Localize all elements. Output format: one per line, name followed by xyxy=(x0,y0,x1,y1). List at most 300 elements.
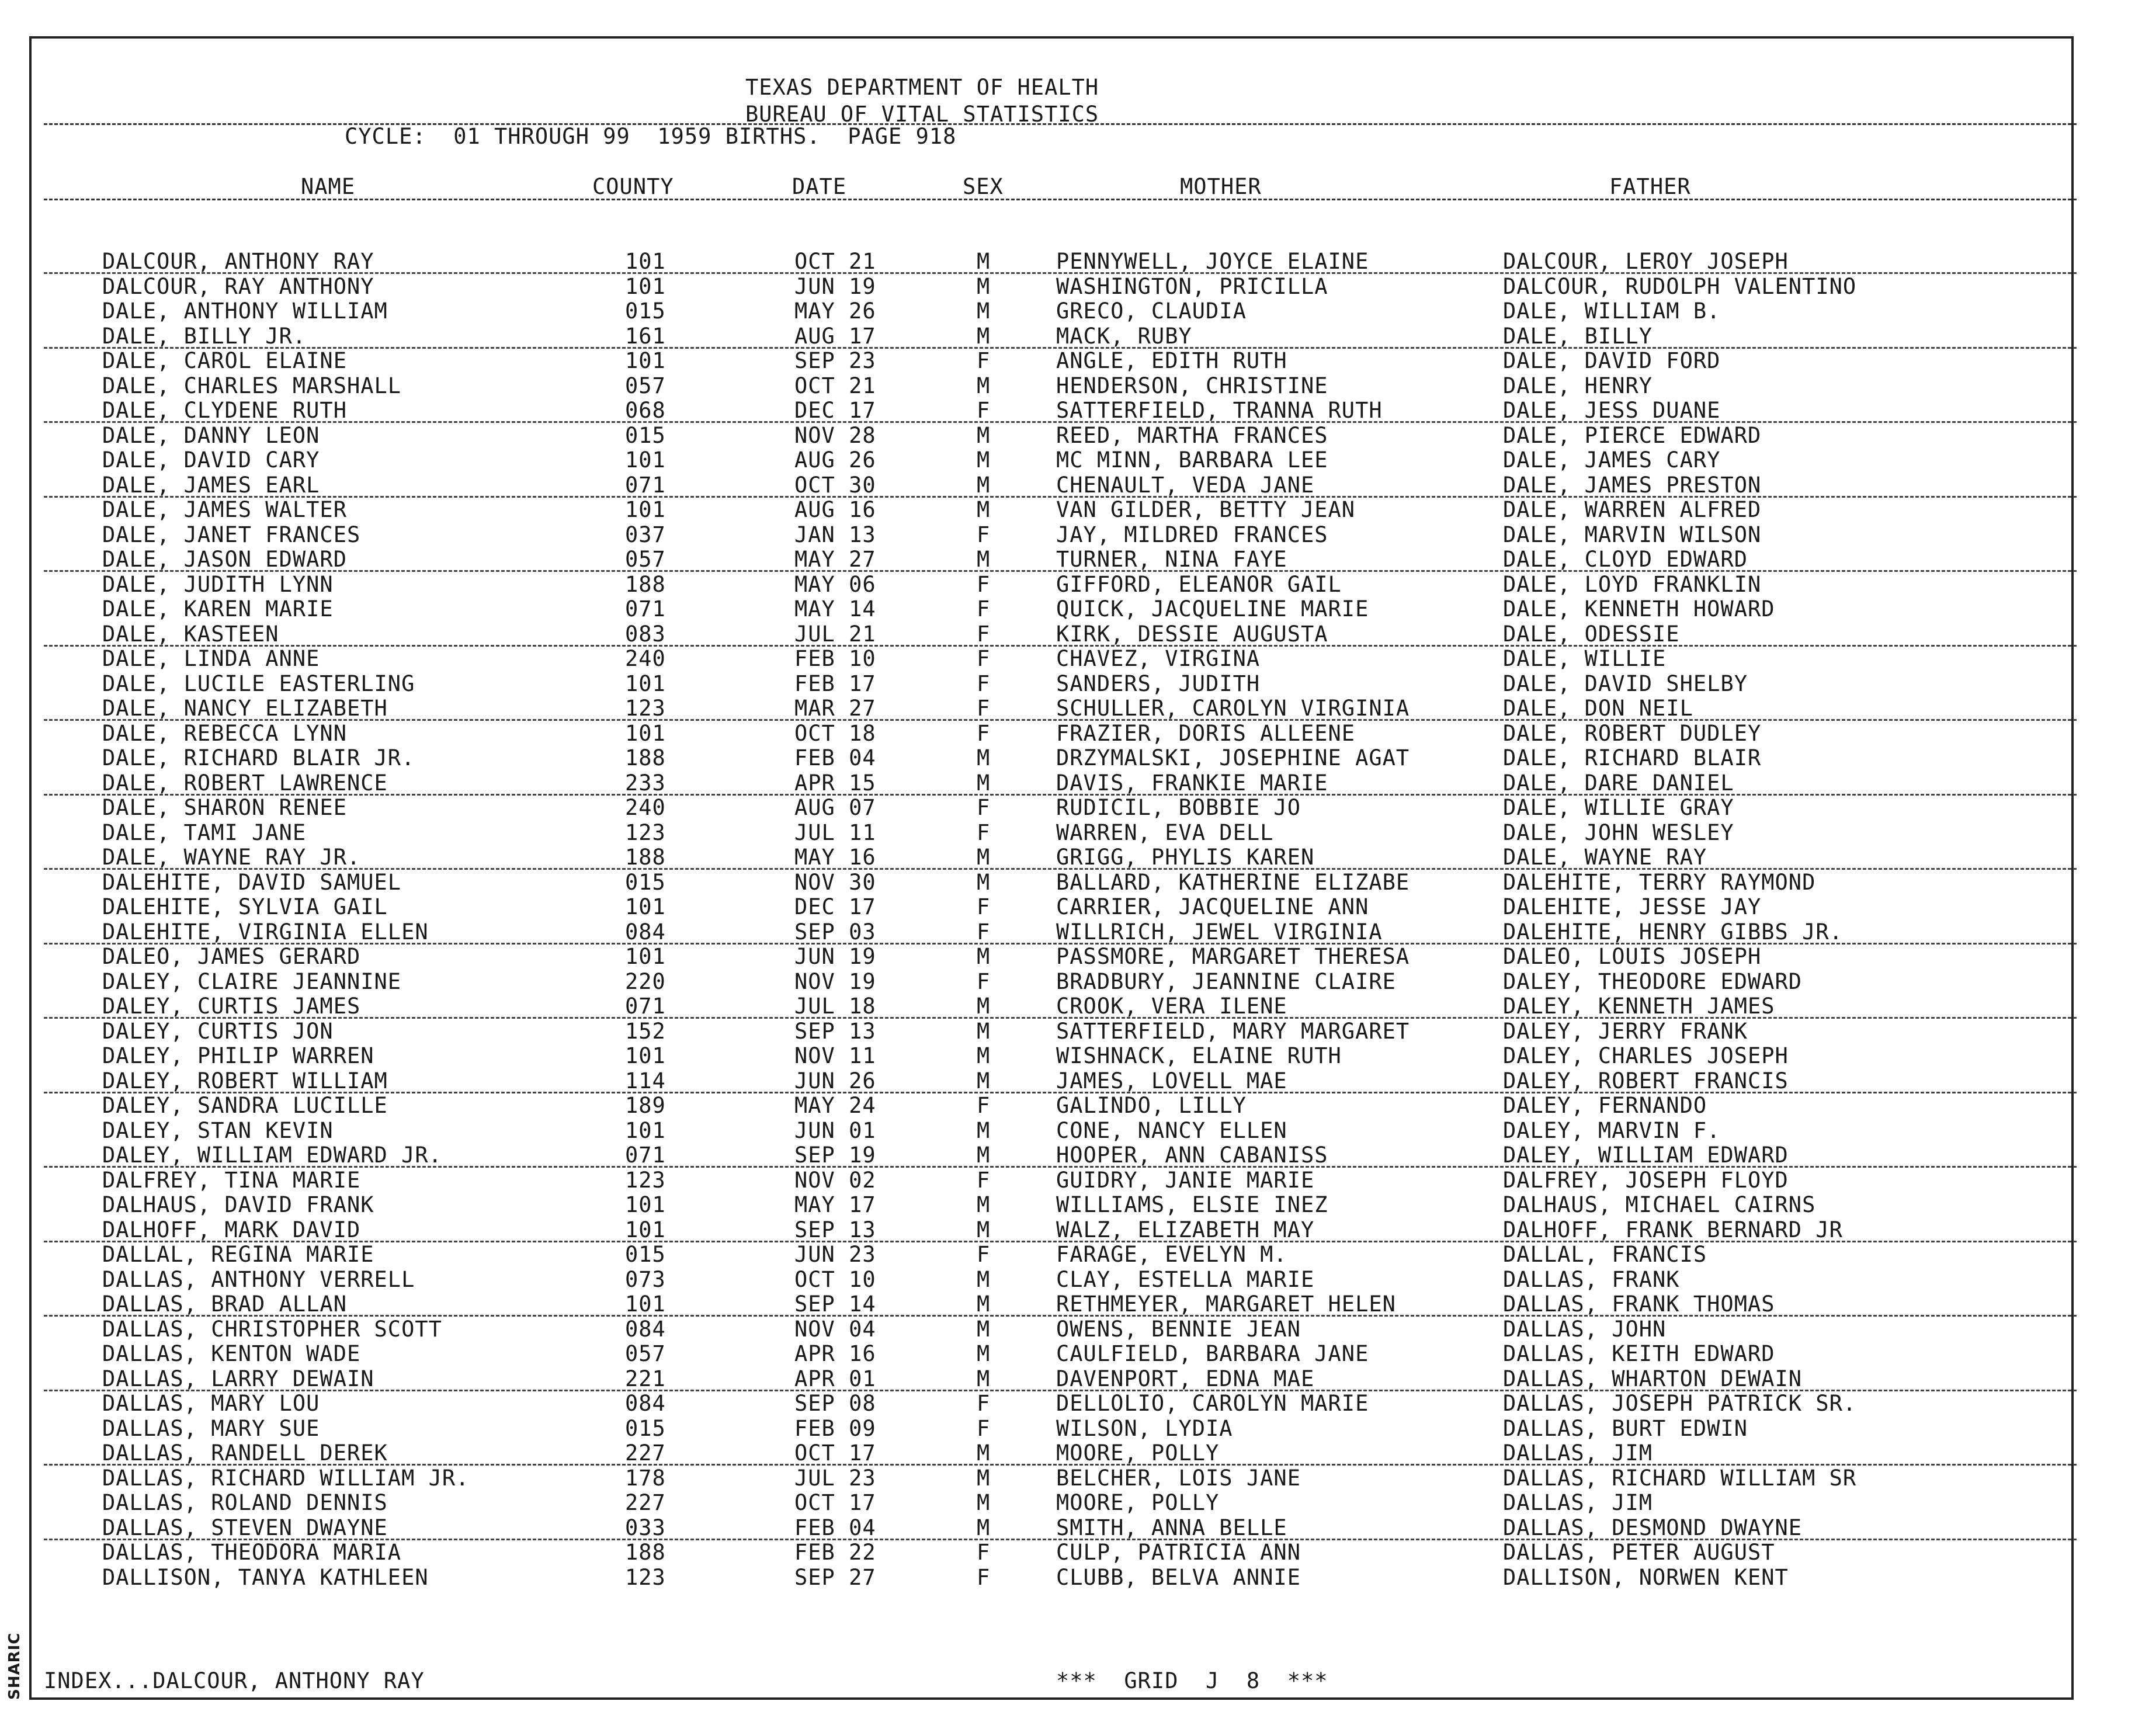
cell-date: SEP 08 xyxy=(794,1391,876,1416)
cell-county: 188 xyxy=(625,845,666,870)
cell-sex: M xyxy=(977,1465,991,1491)
cell-name: DALE, SHARON RENEE xyxy=(102,795,347,820)
cell-mother: GRECO, CLAUDIA xyxy=(1056,298,1247,324)
cell-mother: WALZ, ELIZABETH MAY xyxy=(1056,1217,1315,1242)
cell-county: 188 xyxy=(625,745,666,770)
table-row xyxy=(0,969,2135,994)
cell-county: 240 xyxy=(625,646,666,671)
cell-mother: CAULFIELD, BARBARA JANE xyxy=(1056,1341,1369,1366)
cell-father: DALE, HENRY xyxy=(1503,373,1653,398)
table-row xyxy=(0,944,2135,968)
cell-mother: WISHNACK, ELAINE RUTH xyxy=(1056,1043,1342,1068)
cell-county: 071 xyxy=(625,1143,666,1168)
cell-sex: M xyxy=(977,1440,991,1466)
cell-sex: M xyxy=(977,273,991,299)
cell-date: OCT 18 xyxy=(794,720,876,746)
cell-father: DALE, WILLIE xyxy=(1503,646,1667,671)
table-row xyxy=(0,423,2135,447)
table-row xyxy=(0,622,2135,646)
cell-name: DALLAS, THEODORA MARIA xyxy=(102,1540,402,1565)
cell-date: OCT 21 xyxy=(794,373,876,398)
table-row xyxy=(0,1291,2135,1316)
cell-father: DALE, WARREN ALFRED xyxy=(1503,497,1762,522)
cell-sex: F xyxy=(977,621,991,647)
cell-mother: REED, MARTHA FRANCES xyxy=(1056,422,1328,448)
table-row xyxy=(0,447,2135,472)
table-row xyxy=(0,1391,2135,1415)
cell-name: DALCOUR, ANTHONY RAY xyxy=(102,249,374,274)
cell-date: FEB 09 xyxy=(794,1415,876,1441)
cell-sex: M xyxy=(977,1291,991,1317)
cell-name: DALE, RICHARD BLAIR JR. xyxy=(102,745,415,770)
table-row xyxy=(0,721,2135,745)
cell-sex: M xyxy=(977,994,991,1019)
cell-name: DALEO, JAMES GERARD xyxy=(102,944,361,969)
cell-county: 084 xyxy=(625,1316,666,1342)
cell-father: DALE, RICHARD BLAIR xyxy=(1503,745,1762,770)
cell-father: DALE, JAMES CARY xyxy=(1503,447,1721,473)
cell-county: 152 xyxy=(625,1018,666,1044)
cell-mother: VAN GILDER, BETTY JEAN xyxy=(1056,497,1356,522)
table-row xyxy=(0,1341,2135,1366)
cell-sex: M xyxy=(977,770,991,796)
cell-county: 227 xyxy=(625,1440,666,1466)
cell-mother: SATTERFIELD, MARY MARGARET xyxy=(1056,1018,1410,1044)
cell-mother: WILLRICH, JEWEL VIRGINIA xyxy=(1056,919,1383,945)
cell-name: DALE, BILLY JR. xyxy=(102,323,307,349)
cell-father: DALE, DAVID SHELBY xyxy=(1503,671,1748,696)
cell-county: 101 xyxy=(625,348,666,373)
table-row xyxy=(0,1019,2135,1043)
cell-father: DALEY, WILLIAM EDWARD xyxy=(1503,1143,1789,1168)
cell-name: DALE, ROBERT LAWRENCE xyxy=(102,770,388,796)
cell-sex: M xyxy=(977,1143,991,1168)
cell-father: DALLAL, FRANCIS xyxy=(1503,1242,1707,1267)
cell-name: DALEY, CLAIRE JEANNINE xyxy=(102,968,402,994)
header-bureau: BUREAU OF VITAL STATISTICS xyxy=(745,102,1099,127)
cell-father: DALEY, FERNANDO xyxy=(1503,1093,1707,1118)
cell-father: DALEY, CHARLES JOSEPH xyxy=(1503,1043,1789,1068)
cell-date: JUN 26 xyxy=(794,1068,876,1093)
cell-sex: M xyxy=(977,1217,991,1242)
cell-date: AUG 07 xyxy=(794,795,876,820)
cell-name: DALLAS, LARRY DEWAIN xyxy=(102,1366,374,1391)
cell-father: DALEY, ROBERT FRANCIS xyxy=(1503,1068,1789,1093)
table-row xyxy=(0,671,2135,696)
cell-sex: M xyxy=(977,323,991,349)
cell-county: 101 xyxy=(625,671,666,696)
table-row xyxy=(0,770,2135,795)
cell-sex: F xyxy=(977,1093,991,1118)
cell-date: FEB 04 xyxy=(794,745,876,770)
cell-father: DALCOUR, RUDOLPH VALENTINO xyxy=(1503,273,1857,299)
cell-mother: CONE, NANCY ELLEN xyxy=(1056,1117,1287,1143)
cell-name: DALE, LINDA ANNE xyxy=(102,646,320,671)
cell-mother: KIRK, DESSIE AUGUSTA xyxy=(1056,621,1328,647)
cell-father: DALFREY, JOSEPH FLOYD xyxy=(1503,1167,1789,1193)
cell-county: 101 xyxy=(625,1117,666,1143)
cell-name: DALHOFF, MARK DAVID xyxy=(102,1217,361,1242)
cell-mother: CHAVEZ, VIRGINA xyxy=(1056,646,1261,671)
cell-father: DALE, WILLIE GRAY xyxy=(1503,795,1734,820)
cell-father: DALLAS, FRANK xyxy=(1503,1266,1680,1292)
table-row xyxy=(0,1267,2135,1291)
table-row xyxy=(0,1416,2135,1440)
cell-date: JUL 18 xyxy=(794,994,876,1019)
cell-date: SEP 03 xyxy=(794,919,876,945)
table-row xyxy=(0,994,2135,1018)
cell-father: DALE, DAVID FORD xyxy=(1503,348,1721,373)
cell-mother: CROOK, VERA ILENE xyxy=(1056,994,1287,1019)
cell-sex: M xyxy=(977,1068,991,1093)
table-row xyxy=(0,1490,2135,1515)
cell-county: 220 xyxy=(625,968,666,994)
cell-county: 114 xyxy=(625,1068,666,1093)
cell-name: DALEY, CURTIS JAMES xyxy=(102,994,361,1019)
cell-county: 101 xyxy=(625,1291,666,1317)
cell-name: DALEY, PHILIP WARREN xyxy=(102,1043,374,1068)
cell-name: DALE, JAMES WALTER xyxy=(102,497,347,522)
cell-mother: DELLOLIO, CAROLYN MARIE xyxy=(1056,1391,1369,1416)
cell-mother: SANDERS, JUDITH xyxy=(1056,671,1261,696)
cell-sex: F xyxy=(977,671,991,696)
cell-sex: F xyxy=(977,1415,991,1441)
cell-name: DALE, KASTEEN xyxy=(102,621,279,647)
table-row xyxy=(0,373,2135,398)
column-header-county: COUNTY xyxy=(592,174,674,199)
table-row xyxy=(0,1466,2135,1490)
table-row xyxy=(0,249,2135,273)
cell-county: 015 xyxy=(625,869,666,895)
cell-county: 233 xyxy=(625,770,666,796)
column-header-father: FATHER xyxy=(1609,174,1691,199)
cell-sex: F xyxy=(977,1391,991,1416)
cell-sex: F xyxy=(977,1167,991,1193)
cell-sex: F xyxy=(977,696,991,721)
cell-date: MAY 16 xyxy=(794,845,876,870)
cell-father: DALEO, LOUIS JOSEPH xyxy=(1503,944,1762,969)
cell-mother: BALLARD, KATHERINE ELIZABE xyxy=(1056,869,1410,895)
cell-name: DALLAS, RANDELL DEREK xyxy=(102,1440,388,1466)
cell-name: DALE, CLYDENE RUTH xyxy=(102,398,347,423)
cell-father: DALE, WILLIAM B. xyxy=(1503,298,1721,324)
cell-mother: QUICK, JACQUELINE MARIE xyxy=(1056,596,1369,622)
cell-mother: RUDICIL, BOBBIE JO xyxy=(1056,795,1301,820)
cell-mother: ANGLE, EDITH RUTH xyxy=(1056,348,1287,373)
cell-mother: GIFFORD, ELEANOR GAIL xyxy=(1056,571,1342,597)
cell-mother: HOOPER, ANN CABANISS xyxy=(1056,1143,1328,1168)
cell-name: DALLAS, MARY SUE xyxy=(102,1415,320,1441)
cell-date: MAY 06 xyxy=(794,571,876,597)
cell-mother: PENNYWELL, JOYCE ELAINE xyxy=(1056,249,1369,274)
cell-mother: GALINDO, LILLY xyxy=(1056,1093,1247,1118)
table-row xyxy=(0,1565,2135,1589)
cell-mother: DAVIS, FRANKIE MARIE xyxy=(1056,770,1328,796)
cell-sex: F xyxy=(977,348,991,373)
cell-name: DALLAS, KENTON WADE xyxy=(102,1341,361,1366)
cell-father: DALLAS, DESMOND DWAYNE xyxy=(1503,1515,1803,1540)
table-row xyxy=(0,646,2135,671)
table-row xyxy=(0,1366,2135,1391)
cell-sex: F xyxy=(977,795,991,820)
table-row xyxy=(0,1242,2135,1266)
cell-father: DALLAS, RICHARD WILLIAM SR xyxy=(1503,1465,1857,1491)
cell-sex: F xyxy=(977,522,991,547)
cell-name: DALEHITE, VIRGINIA ELLEN xyxy=(102,919,429,945)
cell-county: 071 xyxy=(625,596,666,622)
cell-mother: GUIDRY, JANIE MARIE xyxy=(1056,1167,1315,1193)
cell-county: 101 xyxy=(625,1192,666,1217)
cell-mother: CLAY, ESTELLA MARIE xyxy=(1056,1266,1315,1292)
cell-sex: M xyxy=(977,1266,991,1292)
cell-sex: F xyxy=(977,1540,991,1565)
cell-date: MAY 14 xyxy=(794,596,876,622)
cell-sex: M xyxy=(977,745,991,770)
cell-name: DALLAS, ANTHONY VERRELL xyxy=(102,1266,415,1292)
cell-sex: M xyxy=(977,1117,991,1143)
cell-date: SEP 19 xyxy=(794,1143,876,1168)
cell-father: DALE, JAMES PRESTON xyxy=(1503,472,1762,498)
cell-mother: BELCHER, LOIS JANE xyxy=(1056,1465,1301,1491)
cell-sex: M xyxy=(977,1341,991,1366)
table-row xyxy=(0,745,2135,770)
cell-father: DALE, KENNETH HOWARD xyxy=(1503,596,1775,622)
cell-name: DALLISON, TANYA KATHLEEN xyxy=(102,1564,429,1590)
cell-sex: M xyxy=(977,1043,991,1068)
table-row xyxy=(0,1515,2135,1540)
cell-mother: FARAGE, EVELYN M. xyxy=(1056,1242,1287,1267)
table-row xyxy=(0,398,2135,422)
cell-date: JUN 23 xyxy=(794,1242,876,1267)
cell-date: FEB 22 xyxy=(794,1540,876,1565)
cell-mother: MC MINN, BARBARA LEE xyxy=(1056,447,1328,473)
cell-county: 083 xyxy=(625,621,666,647)
cell-mother: CLUBB, BELVA ANNIE xyxy=(1056,1564,1301,1590)
cell-mother: WARREN, EVA DELL xyxy=(1056,820,1274,845)
cell-father: DALE, JOHN WESLEY xyxy=(1503,820,1734,845)
cell-sex: M xyxy=(977,1316,991,1342)
cell-sex: M xyxy=(977,373,991,398)
cell-mother: CARRIER, JACQUELINE ANN xyxy=(1056,894,1369,919)
cell-county: 101 xyxy=(625,1217,666,1242)
cell-father: DALEHITE, JESSE JAY xyxy=(1503,894,1762,919)
cell-sex: F xyxy=(977,820,991,845)
cell-county: 101 xyxy=(625,497,666,522)
table-row xyxy=(0,919,2135,944)
cell-county: 068 xyxy=(625,398,666,423)
table-row xyxy=(0,870,2135,894)
cell-father: DALE, JESS DUANE xyxy=(1503,398,1721,423)
table-row xyxy=(0,795,2135,820)
cell-date: AUG 17 xyxy=(794,323,876,349)
cell-name: DALE, JUDITH LYNN xyxy=(102,571,334,597)
cell-father: DALEY, THEODORE EDWARD xyxy=(1503,968,1803,994)
table-row xyxy=(0,522,2135,547)
cell-county: 033 xyxy=(625,1515,666,1540)
column-header-sex: SEX xyxy=(963,174,1004,199)
cell-county: 015 xyxy=(625,1242,666,1267)
cell-date: OCT 21 xyxy=(794,249,876,274)
cell-name: DALE, JAMES EARL xyxy=(102,472,320,498)
cell-date: DEC 17 xyxy=(794,894,876,919)
table-row xyxy=(0,596,2135,621)
cell-mother: JAY, MILDRED FRANCES xyxy=(1056,522,1328,547)
cell-county: 101 xyxy=(625,1043,666,1068)
cell-county: 101 xyxy=(625,944,666,969)
cell-county: 015 xyxy=(625,1415,666,1441)
cell-father: DALE, ROBERT DUDLEY xyxy=(1503,720,1762,746)
cell-date: NOV 28 xyxy=(794,422,876,448)
cell-sex: M xyxy=(977,547,991,572)
cell-father: DALLISON, NORWEN KENT xyxy=(1503,1564,1789,1590)
cell-county: 057 xyxy=(625,547,666,572)
cell-county: 123 xyxy=(625,820,666,845)
table-row xyxy=(0,1093,2135,1117)
cell-date: FEB 17 xyxy=(794,671,876,696)
column-header-divider xyxy=(44,199,2077,200)
cell-father: DALE, ODESSIE xyxy=(1503,621,1680,647)
cell-date: DEC 17 xyxy=(794,398,876,423)
cell-father: DALEHITE, TERRY RAYMOND xyxy=(1503,869,1816,895)
cell-date: NOV 11 xyxy=(794,1043,876,1068)
cell-father: DALEY, KENNETH JAMES xyxy=(1503,994,1775,1019)
cell-mother: JAMES, LOVELL MAE xyxy=(1056,1068,1287,1093)
cell-county: 123 xyxy=(625,1167,666,1193)
cell-mother: CHENAULT, VEDA JANE xyxy=(1056,472,1315,498)
cell-father: DALE, WAYNE RAY xyxy=(1503,845,1707,870)
cell-date: MAY 27 xyxy=(794,547,876,572)
cell-name: DALLAS, BRAD ALLAN xyxy=(102,1291,347,1317)
cell-sex: M xyxy=(977,472,991,498)
cell-date: NOV 30 xyxy=(794,869,876,895)
cell-county: 161 xyxy=(625,323,666,349)
cell-county: 188 xyxy=(625,1540,666,1565)
cell-date: SEP 14 xyxy=(794,1291,876,1317)
cell-name: DALLAS, STEVEN DWAYNE xyxy=(102,1515,388,1540)
cell-sex: M xyxy=(977,1192,991,1217)
cell-date: JUN 01 xyxy=(794,1117,876,1143)
table-row xyxy=(0,1192,2135,1217)
cell-sex: F xyxy=(977,968,991,994)
cell-name: DALE, JANET FRANCES xyxy=(102,522,361,547)
cell-date: FEB 04 xyxy=(794,1515,876,1540)
table-row xyxy=(0,348,2135,373)
cell-date: MAR 27 xyxy=(794,696,876,721)
cell-date: APR 15 xyxy=(794,770,876,796)
cell-county: 015 xyxy=(625,298,666,324)
cell-name: DALE, CAROL ELAINE xyxy=(102,348,347,373)
cell-sex: F xyxy=(977,571,991,597)
cell-father: DALEY, MARVIN F. xyxy=(1503,1117,1721,1143)
cell-father: DALLAS, JIM xyxy=(1503,1440,1653,1466)
table-row xyxy=(0,298,2135,323)
cell-date: OCT 30 xyxy=(794,472,876,498)
cell-county: 084 xyxy=(625,919,666,945)
cell-date: JUL 11 xyxy=(794,820,876,845)
table-row xyxy=(0,696,2135,720)
cell-date: OCT 17 xyxy=(794,1440,876,1466)
cell-mother: MACK, RUBY xyxy=(1056,323,1192,349)
cell-county: 057 xyxy=(625,1341,666,1366)
cell-county: 101 xyxy=(625,894,666,919)
cell-father: DALE, MARVIN WILSON xyxy=(1503,522,1762,547)
cell-mother: BRADBURY, JEANNINE CLAIRE xyxy=(1056,968,1396,994)
cell-sex: F xyxy=(977,720,991,746)
cell-name: DALLAS, RICHARD WILLIAM JR. xyxy=(102,1465,470,1491)
cell-sex: F xyxy=(977,646,991,671)
cell-date: NOV 19 xyxy=(794,968,876,994)
cell-county: 227 xyxy=(625,1490,666,1515)
header-cycle: CYCLE: 01 THROUGH 99 1959 BIRTHS. PAGE 918 xyxy=(345,124,957,149)
table-row xyxy=(0,324,2135,348)
cell-mother: WASHINGTON, PRICILLA xyxy=(1056,273,1328,299)
cell-mother: SMITH, ANNA BELLE xyxy=(1056,1515,1287,1540)
table-row xyxy=(0,1217,2135,1242)
column-header-mother: MOTHER xyxy=(1180,174,1262,199)
cell-sex: M xyxy=(977,298,991,324)
table-row xyxy=(0,497,2135,522)
cell-name: DALE, KAREN MARIE xyxy=(102,596,334,622)
table-row xyxy=(0,1168,2135,1192)
cell-date: SEP 27 xyxy=(794,1564,876,1590)
cell-county: 057 xyxy=(625,373,666,398)
cell-mother: TURNER, NINA FAYE xyxy=(1056,547,1287,572)
cell-county: 221 xyxy=(625,1366,666,1391)
cell-mother: RETHMEYER, MARGARET HELEN xyxy=(1056,1291,1396,1317)
table-row xyxy=(0,1540,2135,1564)
cell-father: DALLAS, BURT EDWIN xyxy=(1503,1415,1748,1441)
cell-name: DALLAS, MARY LOU xyxy=(102,1391,320,1416)
cell-sex: M xyxy=(977,869,991,895)
cell-mother: MOORE, POLLY xyxy=(1056,1490,1220,1515)
table-row xyxy=(0,572,2135,596)
cell-date: NOV 02 xyxy=(794,1167,876,1193)
cell-father: DALLAS, WHARTON DEWAIN xyxy=(1503,1366,1803,1391)
table-row xyxy=(0,894,2135,919)
cell-sex: M xyxy=(977,497,991,522)
cell-name: DALE, WAYNE RAY JR. xyxy=(102,845,361,870)
cell-sex: F xyxy=(977,1242,991,1267)
cell-sex: M xyxy=(977,1490,991,1515)
cell-name: DALHAUS, DAVID FRANK xyxy=(102,1192,374,1217)
table-row xyxy=(0,1440,2135,1465)
cell-date: NOV 04 xyxy=(794,1316,876,1342)
cell-father: DALHOFF, FRANK BERNARD JR xyxy=(1503,1217,1843,1242)
cell-name: DALFREY, TINA MARIE xyxy=(102,1167,361,1193)
cell-date: JUL 21 xyxy=(794,621,876,647)
cell-father: DALLAS, PETER AUGUST xyxy=(1503,1540,1775,1565)
cell-sex: F xyxy=(977,919,991,945)
cell-mother: WILSON, LYDIA xyxy=(1056,1415,1233,1441)
cell-father: DALE, LOYD FRANKLIN xyxy=(1503,571,1762,597)
cell-father: DALHAUS, MICHAEL CAIRNS xyxy=(1503,1192,1816,1217)
cell-mother: MOORE, POLLY xyxy=(1056,1440,1220,1466)
cell-date: SEP 13 xyxy=(794,1217,876,1242)
cell-date: MAY 17 xyxy=(794,1192,876,1217)
cell-date: MAY 24 xyxy=(794,1093,876,1118)
cell-name: DALE, ANTHONY WILLIAM xyxy=(102,298,388,324)
cell-father: DALE, DON NEIL xyxy=(1503,696,1693,721)
table-row xyxy=(0,547,2135,571)
cell-mother: PASSMORE, MARGARET THERESA xyxy=(1056,944,1410,969)
table-row xyxy=(0,845,2135,869)
cell-name: DALEY, STAN KEVIN xyxy=(102,1117,334,1143)
cell-father: DALE, DARE DANIEL xyxy=(1503,770,1734,796)
cell-father: DALE, BILLY xyxy=(1503,323,1653,349)
cell-name: DALE, DAVID CARY xyxy=(102,447,320,473)
cell-sex: M xyxy=(977,1515,991,1540)
cell-date: APR 01 xyxy=(794,1366,876,1391)
